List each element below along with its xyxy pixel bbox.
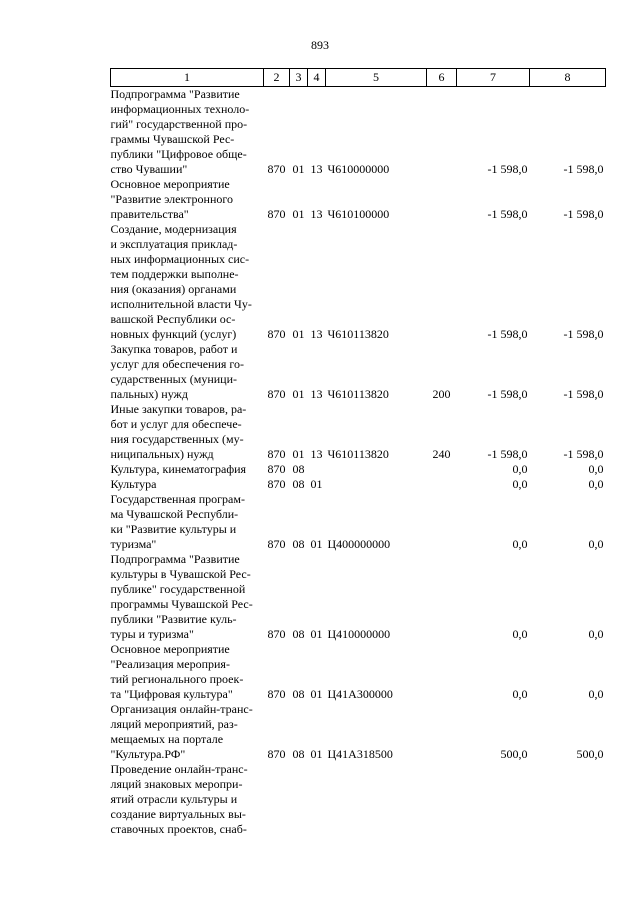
row-subsection-code: 13 [310,387,323,401]
row-expense-type [427,477,457,492]
row-name: Основное мероприятие "Развитие электронного правительства" [110,177,233,221]
row-target-code [326,462,427,477]
row-name: Иные закупки товаров, ра- бот и услуг для обеспече- ния государственных (му- ниципальных) нужд [110,402,247,461]
header-col-1: 1 [111,69,264,87]
table-body [111,87,606,838]
table-row [111,552,606,642]
row-ministry-code: 870 [267,477,286,491]
row-expense-type: 240 [432,447,451,461]
row-expense-type [427,492,457,552]
row-target-code: Ч610113820 [327,387,389,401]
table-row [111,177,606,222]
row-section-code: 01 [292,327,305,341]
row-ministry-code: 870 [267,462,286,476]
row-section-code: 01 [292,387,305,401]
row-name: Культура, кинематография [110,462,247,476]
row-target-code: Ц41A318500 [327,747,393,761]
row-name: Основное мероприятие "Реализация мероприя- тий регионального проек- та "Цифровая культура" [110,642,244,701]
row-subsection-code: 13 [310,162,323,176]
row-amount-year-2 [530,762,606,837]
row-amount-year-2: -1 598,0 [563,162,604,176]
header-row [111,69,606,87]
row-target-code: Ч610000000 [327,162,390,176]
table-row [111,642,606,702]
row-amount-year-1: -1 598,0 [487,447,528,461]
row-amount-year-2: 0,0 [588,537,604,551]
row-name: Организация онлайн-транс- ляций мероприятий, раз- мещаемых на портале "Культура.РФ" [110,702,253,761]
table-row [111,702,606,762]
row-section-code: 08 [292,747,305,761]
row-section-code: 08 [292,462,305,476]
row-expense-type [427,552,457,642]
row-name: Культура [110,477,157,491]
row-amount-year-1: 500,0 [500,747,528,761]
row-amount-year-1: -1 598,0 [487,162,528,176]
row-expense-type: 200 [432,387,451,401]
row-target-code [326,762,427,837]
row-section-code: 01 [292,447,305,461]
table-row [111,462,606,477]
row-amount-year-2: 0,0 [588,627,604,641]
row-expense-type [427,462,457,477]
row-amount-year-2: 0,0 [588,687,604,701]
row-ministry-code: 870 [267,327,286,341]
row-amount-year-1: 0,0 [512,477,528,491]
row-target-code: Ч610113820 [327,447,389,461]
row-target-code: Ц41A300000 [327,687,393,701]
row-ministry-code: 870 [267,387,286,401]
header-col-2: 2 [264,69,290,87]
row-subsection-code: 13 [310,447,323,461]
header-col-7: 7 [457,69,530,87]
row-ministry-code: 870 [267,747,286,761]
row-subsection-code [308,762,326,837]
row-amount-year-2: 500,0 [576,747,604,761]
row-amount-year-1: 0,0 [512,687,528,701]
row-amount-year-2: -1 598,0 [563,207,604,221]
header-col-8: 8 [530,69,606,87]
row-amount-year-1: -1 598,0 [487,207,528,221]
header-col-4: 4 [308,69,326,87]
row-amount-year-1 [457,762,530,837]
row-name: Подпрограмма "Развитие культуры в Чувашской Рес- публике" государственной программы Чувашской Рес- публики "Развитие куль- туры и туризма" [110,552,253,641]
row-subsection-code: 01 [310,747,323,761]
row-subsection-code: 01 [310,537,323,551]
table-row [111,492,606,552]
header-col-5: 5 [326,69,427,87]
table-row [111,402,606,462]
row-amount-year-2: -1 598,0 [563,387,604,401]
row-section-code: 08 [292,687,305,701]
row-section-code: 08 [292,627,305,641]
row-amount-year-2: 0,0 [588,462,604,476]
row-subsection-code: 01 [310,627,323,641]
table-row [111,477,606,492]
row-ministry-code: 870 [267,627,286,641]
row-amount-year-2: -1 598,0 [563,447,604,461]
row-expense-type [427,762,457,837]
row-subsection-code [308,462,326,477]
row-name: Закупка товаров, работ и услуг для обеспечения го- сударственных (муници- пальных) нужд [110,342,245,401]
row-expense-type [427,222,457,342]
row-subsection-code: 13 [310,327,323,341]
row-target-code: Ч610113820 [327,327,389,341]
row-target-code: Ц400000000 [327,537,391,551]
table-row [111,762,606,837]
row-name: Подпрограмма "Развитие информационных техноло- гий" государственной про- граммы Чувашской Рес- публики "Цифровое обще- ство Чувашии" [110,87,250,176]
row-name: Проведение онлайн-транс- ляций знаковых меропри- ятий отрасли культуры и создание виртуальных вы- ставочных проектов, снаб- [110,762,248,836]
row-ministry-code: 870 [267,162,286,176]
row-section-code: 01 [292,162,305,176]
table-row [111,87,606,178]
row-ministry-code: 870 [267,537,286,551]
row-target-code [326,477,427,492]
header-col-3: 3 [290,69,308,87]
table-row [111,342,606,402]
header-col-6: 6 [427,69,457,87]
row-section-code: 08 [292,537,305,551]
row-amount-year-1: -1 598,0 [487,327,528,341]
row-amount-year-1: 0,0 [512,462,528,476]
page-number: 893 [311,38,329,52]
row-section-code: 08 [292,477,305,491]
row-ministry-code: 870 [267,687,286,701]
table-row [111,222,606,342]
row-target-code: Ч610100000 [327,207,390,221]
row-amount-year-1: -1 598,0 [487,387,528,401]
row-expense-type [427,87,457,178]
row-ministry-code: 870 [267,207,286,221]
budget-table [110,68,606,837]
row-expense-type [427,177,457,222]
row-subsection-code: 13 [310,207,323,221]
row-amount-year-1: 0,0 [512,627,528,641]
table-header [111,69,606,87]
row-subsection-code: 01 [310,687,323,701]
row-expense-type [427,702,457,762]
row-ministry-code: 870 [267,447,286,461]
row-subsection-code: 01 [310,477,323,491]
row-amount-year-2: -1 598,0 [563,327,604,341]
row-section-code [290,762,308,837]
row-name: Государственная програм- ма Чувашской Республи- ки "Развитие культуры и туризма" [110,492,245,551]
row-amount-year-2: 0,0 [588,477,604,491]
row-ministry-code [264,762,290,837]
row-name: Создание, модернизация и эксплуатация приклад- ных информационных сис- тем поддержки выполне- ния (оказания) органами исполнительной власти Чу- вашской Республики ос- новных функций (услуг) [110,222,252,341]
row-section-code: 01 [292,207,305,221]
row-target-code: Ц410000000 [327,627,391,641]
row-expense-type [427,642,457,702]
row-amount-year-1: 0,0 [512,537,528,551]
